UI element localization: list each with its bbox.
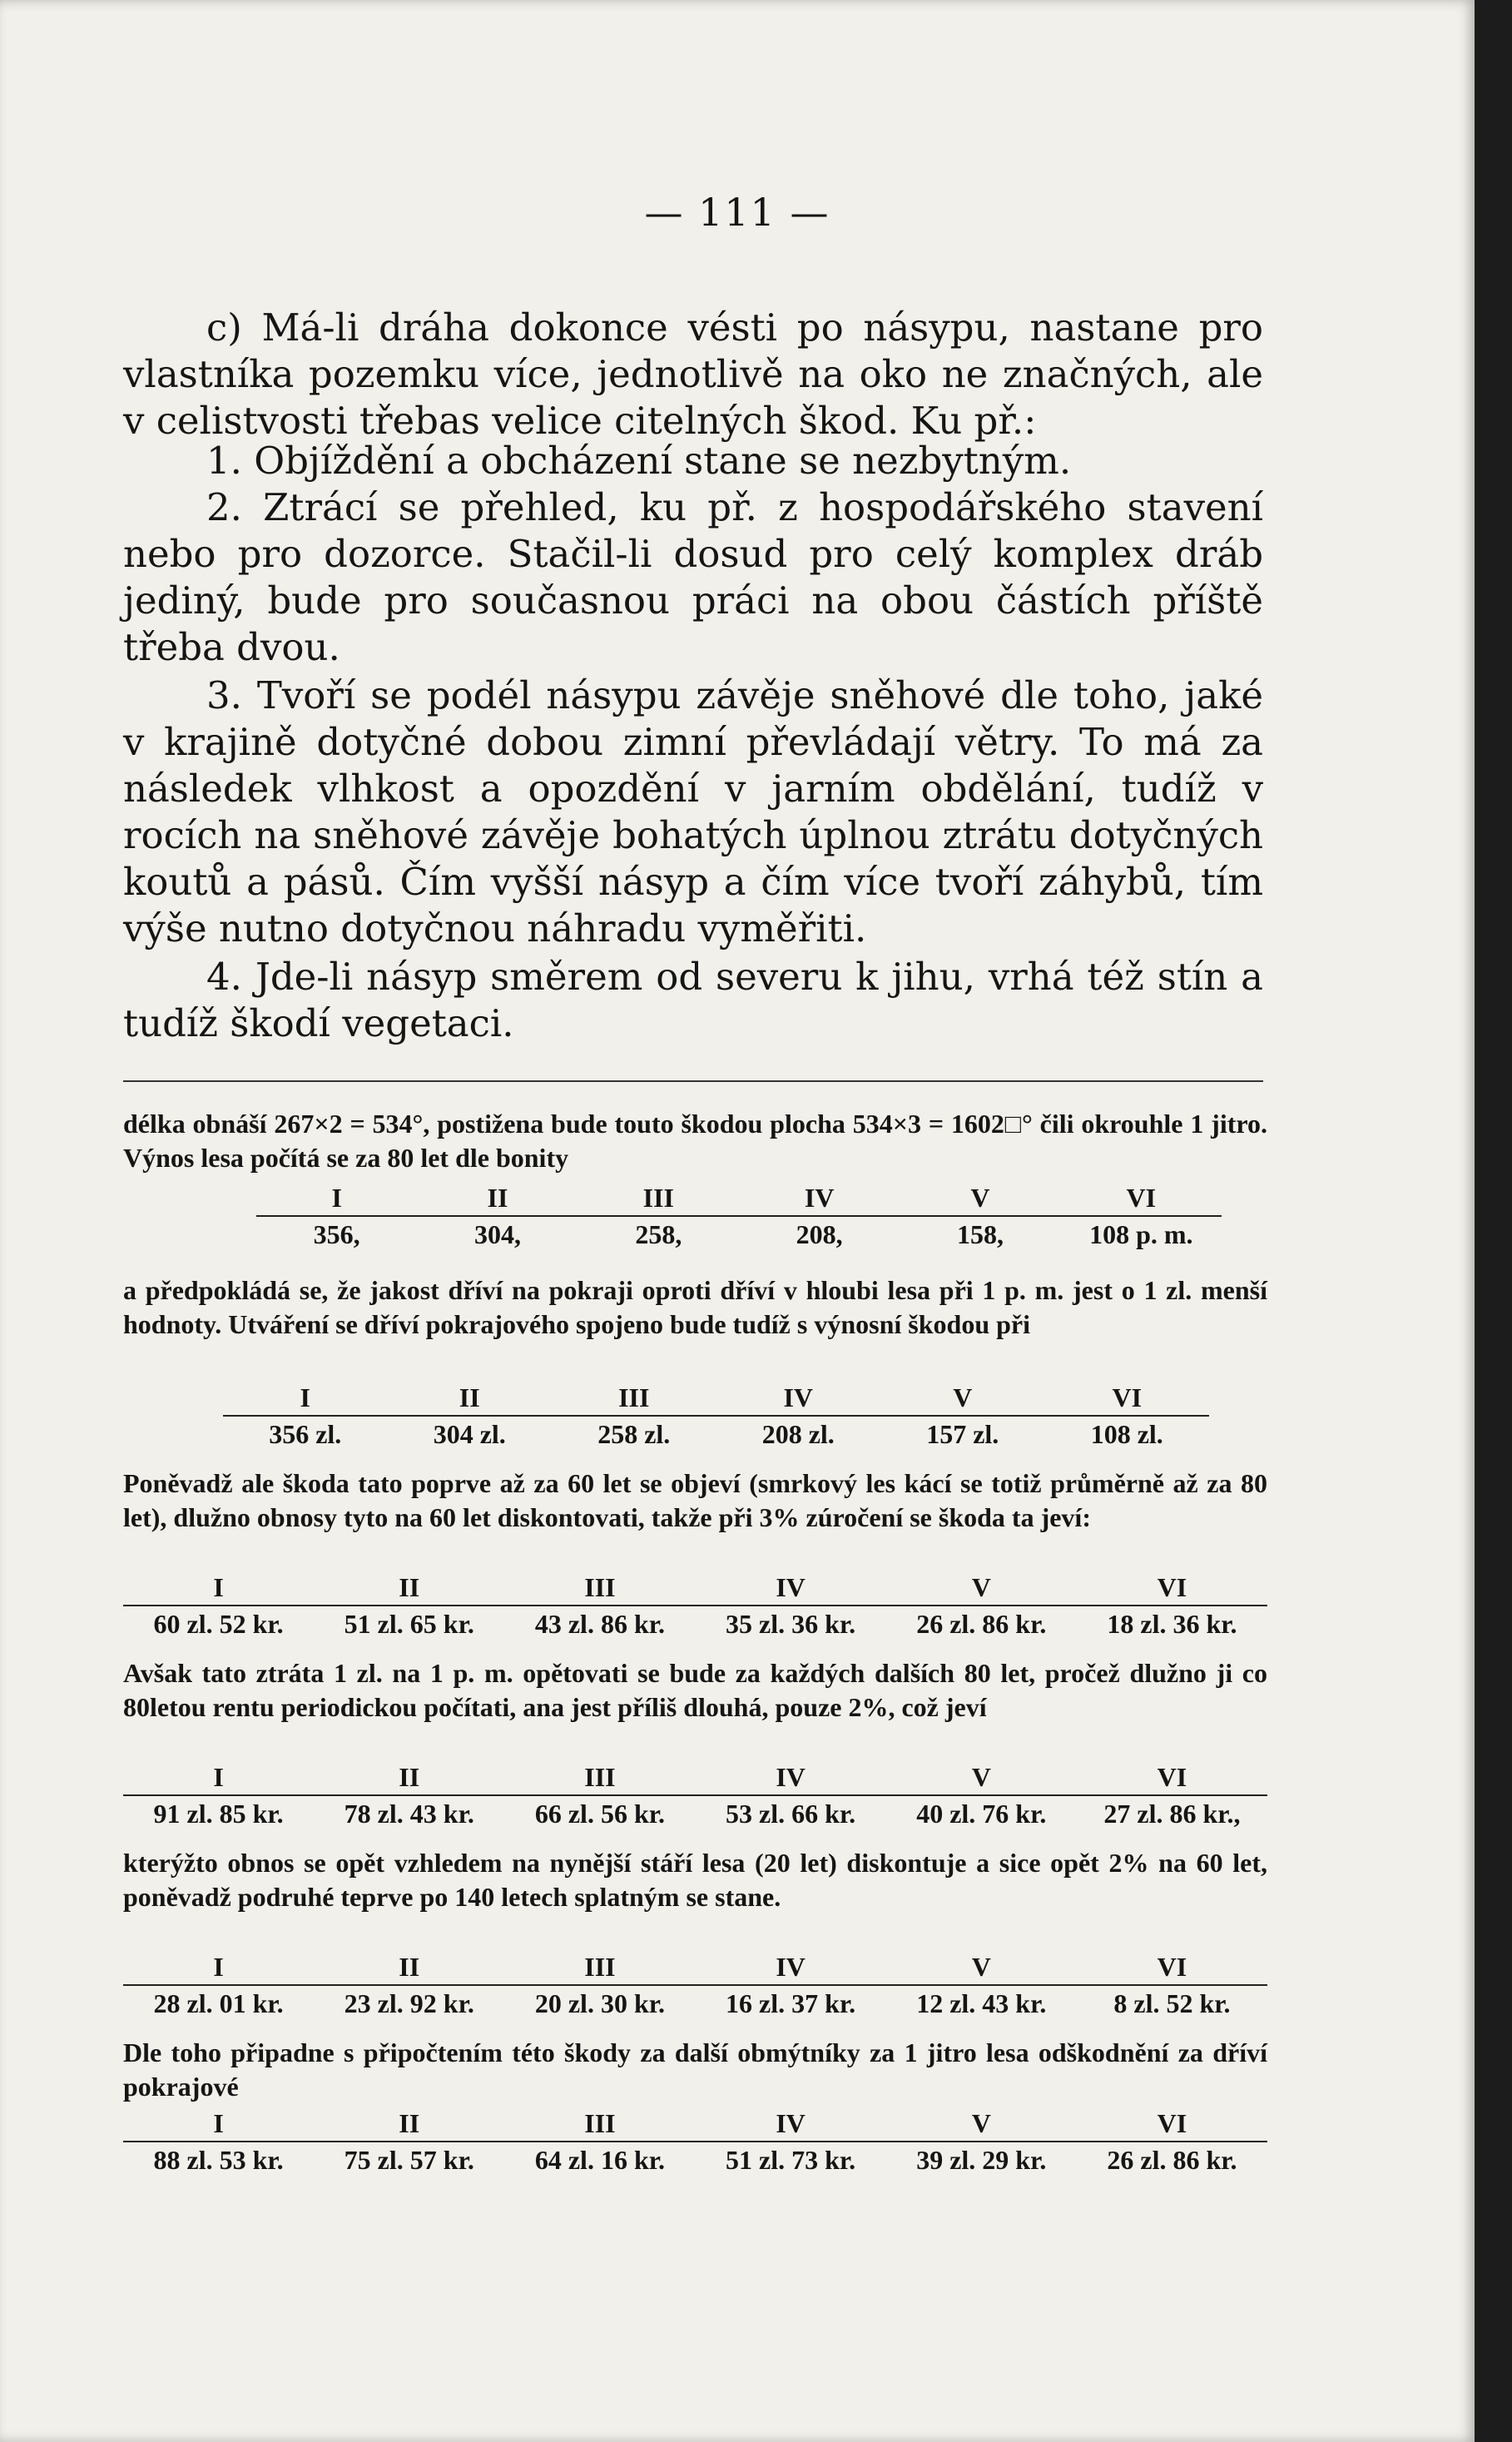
table-cell: 157 zl. <box>926 1418 999 1449</box>
footnote-paragraph-6 <box>123 2036 1267 2104</box>
table-cell: 158, <box>956 1219 1004 1249</box>
table-header: V <box>953 1382 973 1412</box>
table-header: III <box>584 1951 616 1982</box>
table-cell: 108 zl. <box>1090 1418 1163 1449</box>
table-header: V <box>970 1182 990 1213</box>
table-header: I <box>331 1182 342 1213</box>
table-cell: 258, <box>635 1219 682 1249</box>
table-header: VI <box>1157 1571 1187 1602</box>
table-cell: 304, <box>473 1219 521 1249</box>
table-header: II <box>399 1951 420 1982</box>
table-header: IV <box>804 1182 835 1213</box>
table-cell: 108 p. m. <box>1089 1219 1193 1249</box>
footnote-paragraph-1 <box>123 1107 1267 1175</box>
table-header: I <box>300 1382 310 1412</box>
table-header: III <box>618 1382 650 1412</box>
table-header: IV <box>783 1382 814 1412</box>
table-header: VI <box>1157 1951 1187 1982</box>
table-cell: 12 zl. 43 kr. <box>916 1988 1047 2018</box>
footnote-text-1: délka obnáší 267×2 = 534°, postižena bude touto škodou plocha 534×3 = 1602□° čili okrouhle 1 jitro. Výnos lesa počítá se za 80 let dle bonity <box>123 1109 1267 1173</box>
footnote-paragraph-2 <box>123 1273 1267 1342</box>
table-header: VI <box>1112 1382 1143 1412</box>
table-header: II <box>399 2107 420 2138</box>
table-row <box>256 1215 1222 1252</box>
table-header: V <box>971 1951 991 1982</box>
list-item-2-text: 2. Ztrácí se přehled, ku př. z hospodářského stavení nebo pro dozorce. Stačil-li dosud pro celý komplex dráb jediný, bude pro současnou práci na obou částích příště třeba dvou. <box>123 485 1263 669</box>
table-cell: 60 zl. 52 kr. <box>153 1608 284 1639</box>
table-header: I <box>213 2107 224 2138</box>
footnote-text-2: a předpokládá se, že jakost dříví na pokraji oproti dříví v hloubi lesa při 1 p. m. jest o 1 zl. menší hodnoty. Utváření se dříví pokrajového spojeno bude tudíž s výnosní škodou při <box>123 1275 1267 1339</box>
table-row <box>123 1984 1267 2021</box>
table-cell: 43 zl. 86 kr. <box>534 1608 665 1639</box>
table-header: V <box>971 1571 991 1602</box>
table-header-row <box>123 2106 1267 2141</box>
footnote-paragraph-5 <box>123 1846 1267 1914</box>
table-cell: 64 zl. 16 kr. <box>534 2144 665 2175</box>
table-cell: 26 zl. 86 kr. <box>916 1608 1047 1639</box>
table-cell: 51 zl. 65 kr. <box>344 1608 474 1639</box>
table-header: III <box>642 1182 674 1213</box>
table-present-value <box>123 1949 1267 2021</box>
table-loss <box>123 1380 1267 1452</box>
footnote-divider <box>123 1080 1263 1082</box>
table-header: VI <box>1126 1182 1157 1213</box>
table-cell: 27 zl. 86 kr., <box>1103 1798 1241 1829</box>
table-cell: 88 zl. 53 kr. <box>153 2144 284 2175</box>
page-number: — 111 — <box>644 190 830 235</box>
table-discounted <box>123 1570 1267 1641</box>
table-total <box>123 2106 1267 2177</box>
table-cell: 26 zl. 86 kr. <box>1107 2144 1237 2175</box>
table-header: I <box>213 1761 224 1792</box>
table-cell: 39 zl. 29 kr. <box>916 2144 1047 2175</box>
table-cell: 20 zl. 30 kr. <box>534 1988 665 2018</box>
table-header: III <box>584 1761 616 1792</box>
footnote-paragraph-3 <box>123 1467 1267 1535</box>
table-header: VI <box>1157 2107 1187 2138</box>
table-row <box>223 1415 1209 1452</box>
table-header: I <box>213 1951 224 1982</box>
list-item-3-text: 3. Tvoří se podél násypu závěje sněhové dle toho, jaké v krajině dotyčné dobou zimní převládají větry. To má za následek vlhkost a opozdění v jarním obdělání, tudíž v rocích na sněhové závěje bohatých úplnou ztrátu dotyčných koutů a pásů. Čím vyšší násyp a čím více tvoří záhybů, tím výše nutno dotyčnou náhradu vyměřiti. <box>123 673 1263 950</box>
table-cell: 258 zl. <box>597 1418 671 1449</box>
table-cell: 356, <box>313 1219 360 1249</box>
list-item-1-text: 1. Objíždění a obcházení stane se nezbytným. <box>206 439 1072 483</box>
table-cell: 356 zl. <box>269 1418 342 1449</box>
table-header: II <box>399 1761 420 1792</box>
footnote-paragraph-4 <box>123 1656 1267 1725</box>
table-header: II <box>399 1571 420 1602</box>
list-item-4 <box>123 954 1263 1047</box>
table-cell: 28 zl. 01 kr. <box>153 1988 284 2018</box>
table-row <box>123 1794 1267 1831</box>
table-cell: 53 zl. 66 kr. <box>726 1798 856 1829</box>
table-header: V <box>971 1761 991 1792</box>
table-row <box>123 2141 1267 2177</box>
table-cell: 51 zl. 73 kr. <box>726 2144 856 2175</box>
footnote-text-6: Dle toho připadne s připočtením této škody za další obmýtníky za 1 jitro lesa odškodnění za dříví pokrajové <box>123 2037 1267 2102</box>
footnote-text-4: Avšak tato ztráta 1 zl. na 1 p. m. opětovati se bude za každých dalších 80 let, pročež dlužno ji co 80letou rentu periodickou počítati, ana jest příliš dlouhá, pouze 2%, což jeví <box>123 1658 1267 1722</box>
paragraph-c-text: c) Má-li dráha dokonce vésti po násypu, nastane pro vlastníka pozemku více, jednotlivě na oko ne značných, ale v celistvosti třebas velice citelných škod. Ku př.: <box>123 305 1263 443</box>
table-header-row <box>123 1760 1267 1794</box>
table-header: VI <box>1157 1761 1187 1792</box>
table-cell: 16 zl. 37 kr. <box>726 1988 856 2018</box>
table-row <box>123 1605 1267 1641</box>
table-cell: 40 zl. 76 kr. <box>916 1798 1047 1829</box>
table-header: III <box>584 2107 616 2138</box>
table-header: III <box>584 1571 616 1602</box>
list-item-3 <box>123 673 1263 952</box>
table-cell: 91 zl. 85 kr. <box>153 1798 284 1829</box>
paragraph-c <box>123 305 1263 444</box>
table-header-row <box>123 1570 1267 1605</box>
table-cell: 23 zl. 92 kr. <box>344 1988 474 2018</box>
table-rent <box>123 1760 1267 1831</box>
footnote-text-3: Poněvadž ale škoda tato poprve až za 60 let se objeví (smrkový les kácí se totiž průměrně až za 80 let), dlužno obnosy tyto na 60 let diskontovati, takže při 3% zúročení se škoda ta jeví: <box>123 1468 1267 1532</box>
table-cell: 18 zl. 36 kr. <box>1107 1608 1237 1639</box>
table-cell: 75 zl. 57 kr. <box>344 2144 474 2175</box>
table-header: IV <box>776 1951 806 1982</box>
table-header-row <box>223 1380 1209 1415</box>
table-header: V <box>971 2107 991 2138</box>
table-cell: 8 zl. 52 kr. <box>1113 1988 1231 2018</box>
table-cell: 35 zl. 36 kr. <box>726 1608 856 1639</box>
table-cell: 208, <box>796 1219 843 1249</box>
table-cell: 66 zl. 56 kr. <box>534 1798 665 1829</box>
table-header: II <box>459 1382 480 1412</box>
table-cell: 78 zl. 43 kr. <box>344 1798 474 1829</box>
table-header: I <box>213 1571 224 1602</box>
footnote-text-5: kterýžto obnos se opět vzhledem na nynější stáří lesa (20 let) diskontuje a sice opět 2% na 60 let, poněvadž podruhé teprve po 140 letech splatným se stane. <box>123 1848 1267 1912</box>
table-header: IV <box>776 1571 806 1602</box>
table-header: IV <box>776 2107 806 2138</box>
table-header: IV <box>776 1761 806 1792</box>
table-header-row <box>123 1949 1267 1984</box>
table-header: II <box>487 1182 508 1213</box>
list-item-2 <box>123 484 1263 671</box>
list-item-1 <box>123 438 1263 484</box>
table-cell: 304 zl. <box>433 1418 506 1449</box>
table-yield <box>123 1180 1267 1252</box>
table-header-row <box>256 1180 1222 1215</box>
table-cell: 208 zl. <box>761 1418 835 1449</box>
list-item-4-text: 4. Jde-li násyp směrem od severu k jihu, vrhá též stín a tudíž škodí vegetaci. <box>123 955 1263 1045</box>
